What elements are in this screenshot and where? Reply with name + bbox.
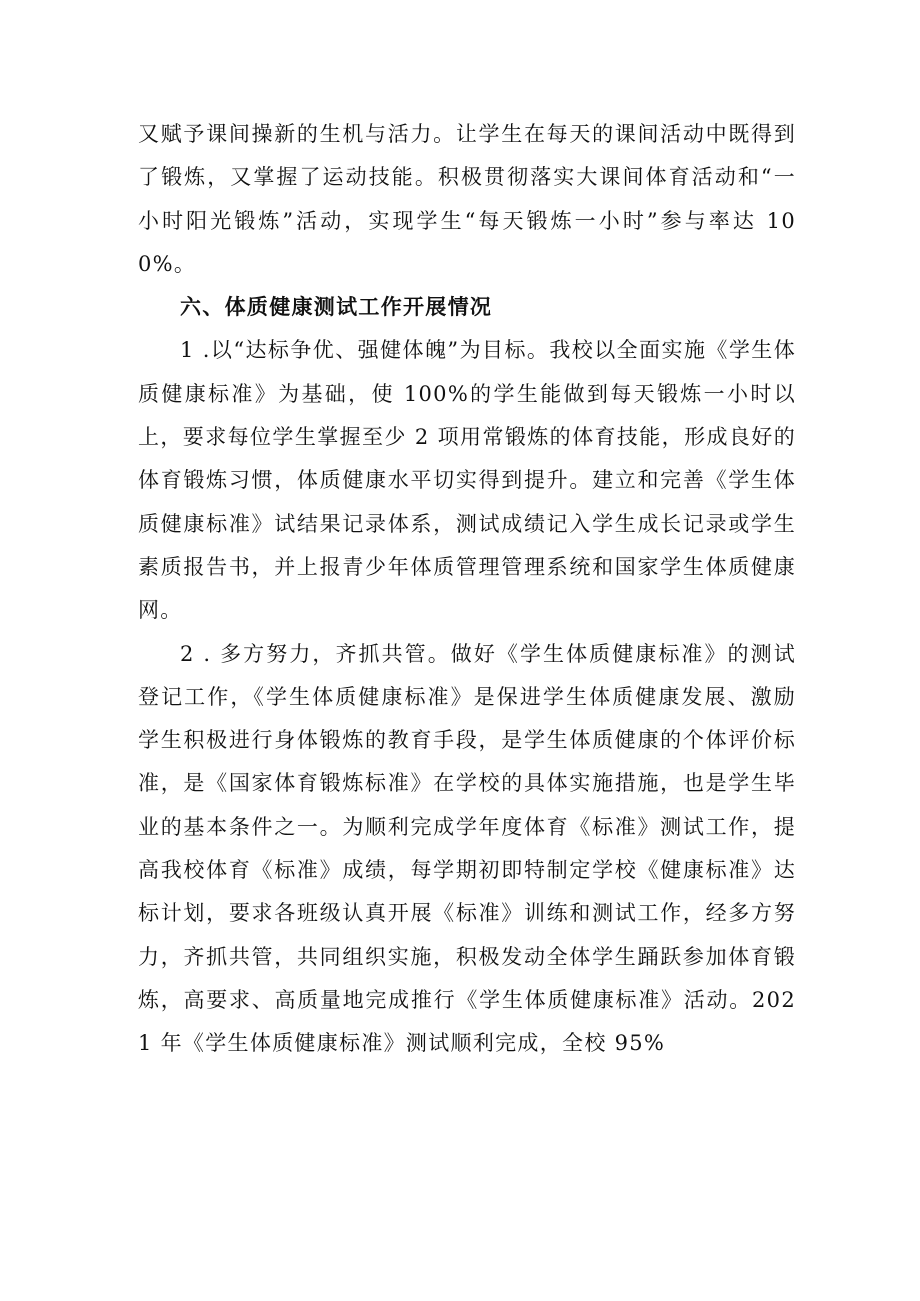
paragraph-item-2: 2 . 多方努力，齐抓共管。做好《学生体质健康标准》的测试登记工作，《学生体质健康标准》是保进学生体质健康发展、激励学生积极进行身体锻炼的教育手段，是学生体质健康的个体评价标准，是《国家体育锻炼标准》在学校的具体实施措施，也是学生毕业的基本条件之一。为顺利完成学年度体育《标准》测试工作，提高我校体育《标准》成绩，每学期初即特制定学校《健康标准》达标计划，要求各班级认真开展《标准》训练和测试工作，经多方努力，齐抓共管，共同组织实施，积极发动全体学生踊跃参加体育锻炼，高要求、高质量地完成推行《学生体质健康标准》活动。2021 年《学生体质健康标准》测试顺利完成，全校 95% (138, 641, 796, 1056)
document-body (138, 113, 796, 1066)
section-heading: 六、体质健康测试工作开展情况 (180, 295, 493, 320)
paragraph-item-1: 1 .以“达标争优、强健体魄”为目标。我校以全面实施《学生体质健康标准》为基础，使 100%的学生能做到每天锻炼一小时以上，要求每位学生掌握至少 2 项用常锻炼的体育技能，形成良好的体育锻炼习惯，体质健康水平切实得到提升。建立和完善《学生体质健康标准》试结果记录体系，测试成绩记入学生成长记录或学生素质报告书，并上报青少年体质管理管理系统和国家学生体质健康网。 (138, 338, 796, 623)
paragraph-continuation: 又赋予课间操新的生机与活力。让学生在每天的课间活动中既得到了锻炼，又掌握了运动技能。积极贯彻落实大课间体育活动和“一小时阳光锻炼”活动，实现学生“每天锻炼一小时”参与率达 100%。 (138, 122, 796, 276)
